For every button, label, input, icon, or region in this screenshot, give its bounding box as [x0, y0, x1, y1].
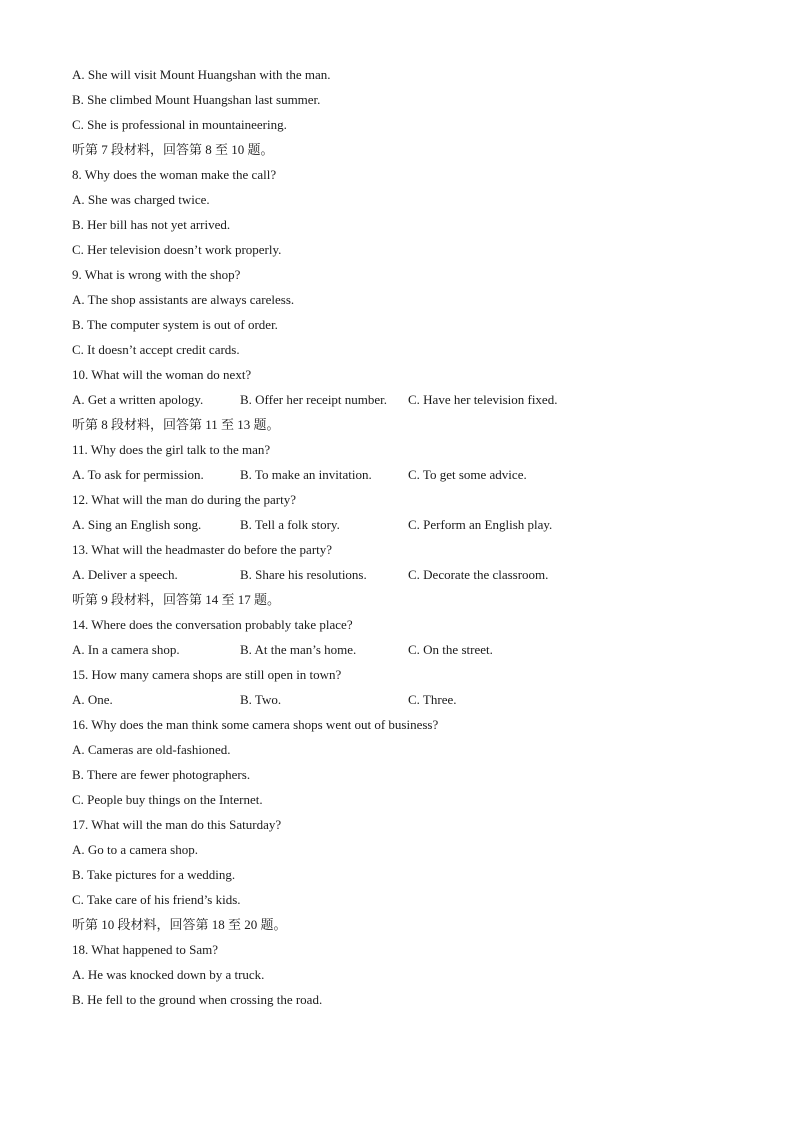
text-line: C. Take care of his friend’s kids.: [72, 892, 241, 907]
section-heading: 听第 10 段材料，回答第 18 至 20 题。: [72, 917, 287, 932]
question: 10. What will the woman do next?: [72, 367, 252, 382]
option-b: B. Offer her receipt number.: [240, 392, 388, 407]
text-line: A. The shop assistants are always careless.: [72, 292, 295, 307]
document-page: [72, 62, 732, 1012]
text-line: B. The computer system is out of order.: [72, 317, 278, 332]
text-line: A. Go to a camera shop.: [72, 842, 198, 857]
question: 12. What will the man do during the party?: [72, 492, 296, 507]
option-c: C. Have her television fixed.: [408, 392, 558, 407]
options-row: [72, 562, 732, 587]
text-line: C. It doesn’t accept credit cards.: [72, 342, 240, 357]
section-heading: 听第 8 段材料，回答第 11 至 13 题。: [72, 417, 280, 432]
option-a: A. In a camera shop.: [72, 642, 180, 657]
option-b: B. Share his resolutions.: [240, 567, 367, 582]
text-line: B. She climbed Mount Huangshan last summer.: [72, 92, 321, 107]
section-heading: 听第 7 段材料，回答第 8 至 10 题。: [72, 142, 274, 157]
question: 16. Why does the man think some camera shops went out of business?: [72, 717, 439, 732]
text-line: B. He fell to the ground when crossing the road.: [72, 992, 323, 1007]
option-a: A. One.: [72, 692, 113, 707]
question: 9. What is wrong with the shop?: [72, 267, 241, 282]
question: 17. What will the man do this Saturday?: [72, 817, 282, 832]
options-row: [72, 687, 732, 712]
question: 8. Why does the woman make the call?: [72, 167, 277, 182]
text-line: B. There are fewer photographers.: [72, 767, 251, 782]
text-line: B. Take pictures for a wedding.: [72, 867, 236, 882]
option-b: B. Two.: [240, 692, 282, 707]
option-a: A. Get a written apology.: [72, 392, 204, 407]
question: 14. Where does the conversation probably take place?: [72, 617, 353, 632]
text-line: A. She will visit Mount Huangshan with the man.: [72, 67, 331, 82]
option-b: B. Tell a folk story.: [240, 517, 340, 532]
option-c: C. Decorate the classroom.: [408, 567, 549, 582]
question: 18. What happened to Sam?: [72, 942, 218, 957]
option-a: A. Sing an English song.: [72, 517, 202, 532]
text-line: C. Her television doesn’t work properly.: [72, 242, 282, 257]
text-line: A. She was charged twice.: [72, 192, 210, 207]
options-row: [72, 637, 732, 662]
option-b: B. To make an invitation.: [240, 467, 372, 482]
options-row: [72, 387, 732, 412]
option-c: C. On the street.: [408, 642, 493, 657]
section-heading: 听第 9 段材料，回答第 14 至 17 题。: [72, 592, 281, 607]
question: 13. What will the headmaster do before the party?: [72, 542, 333, 557]
option-c: C. To get some advice.: [408, 467, 527, 482]
question: 11. Why does the girl talk to the man?: [72, 442, 271, 457]
option-c: C. Perform an English play.: [408, 517, 553, 532]
option-c: C. Three.: [408, 692, 457, 707]
text-line: B. Her bill has not yet arrived.: [72, 217, 231, 232]
text-line: A. Cameras are old-fashioned.: [72, 742, 231, 757]
option-a: A. Deliver a speech.: [72, 567, 178, 582]
option-a: A. To ask for permission.: [72, 467, 204, 482]
question: 15. How many camera shops are still open in town?: [72, 667, 342, 682]
text-line: A. He was knocked down by a truck.: [72, 967, 265, 982]
options-row: [72, 462, 732, 487]
option-b: B. At the man’s home.: [240, 642, 357, 657]
options-row: [72, 512, 732, 537]
text-line: C. She is professional in mountaineering.: [72, 117, 287, 132]
text-line: C. People buy things on the Internet.: [72, 792, 263, 807]
